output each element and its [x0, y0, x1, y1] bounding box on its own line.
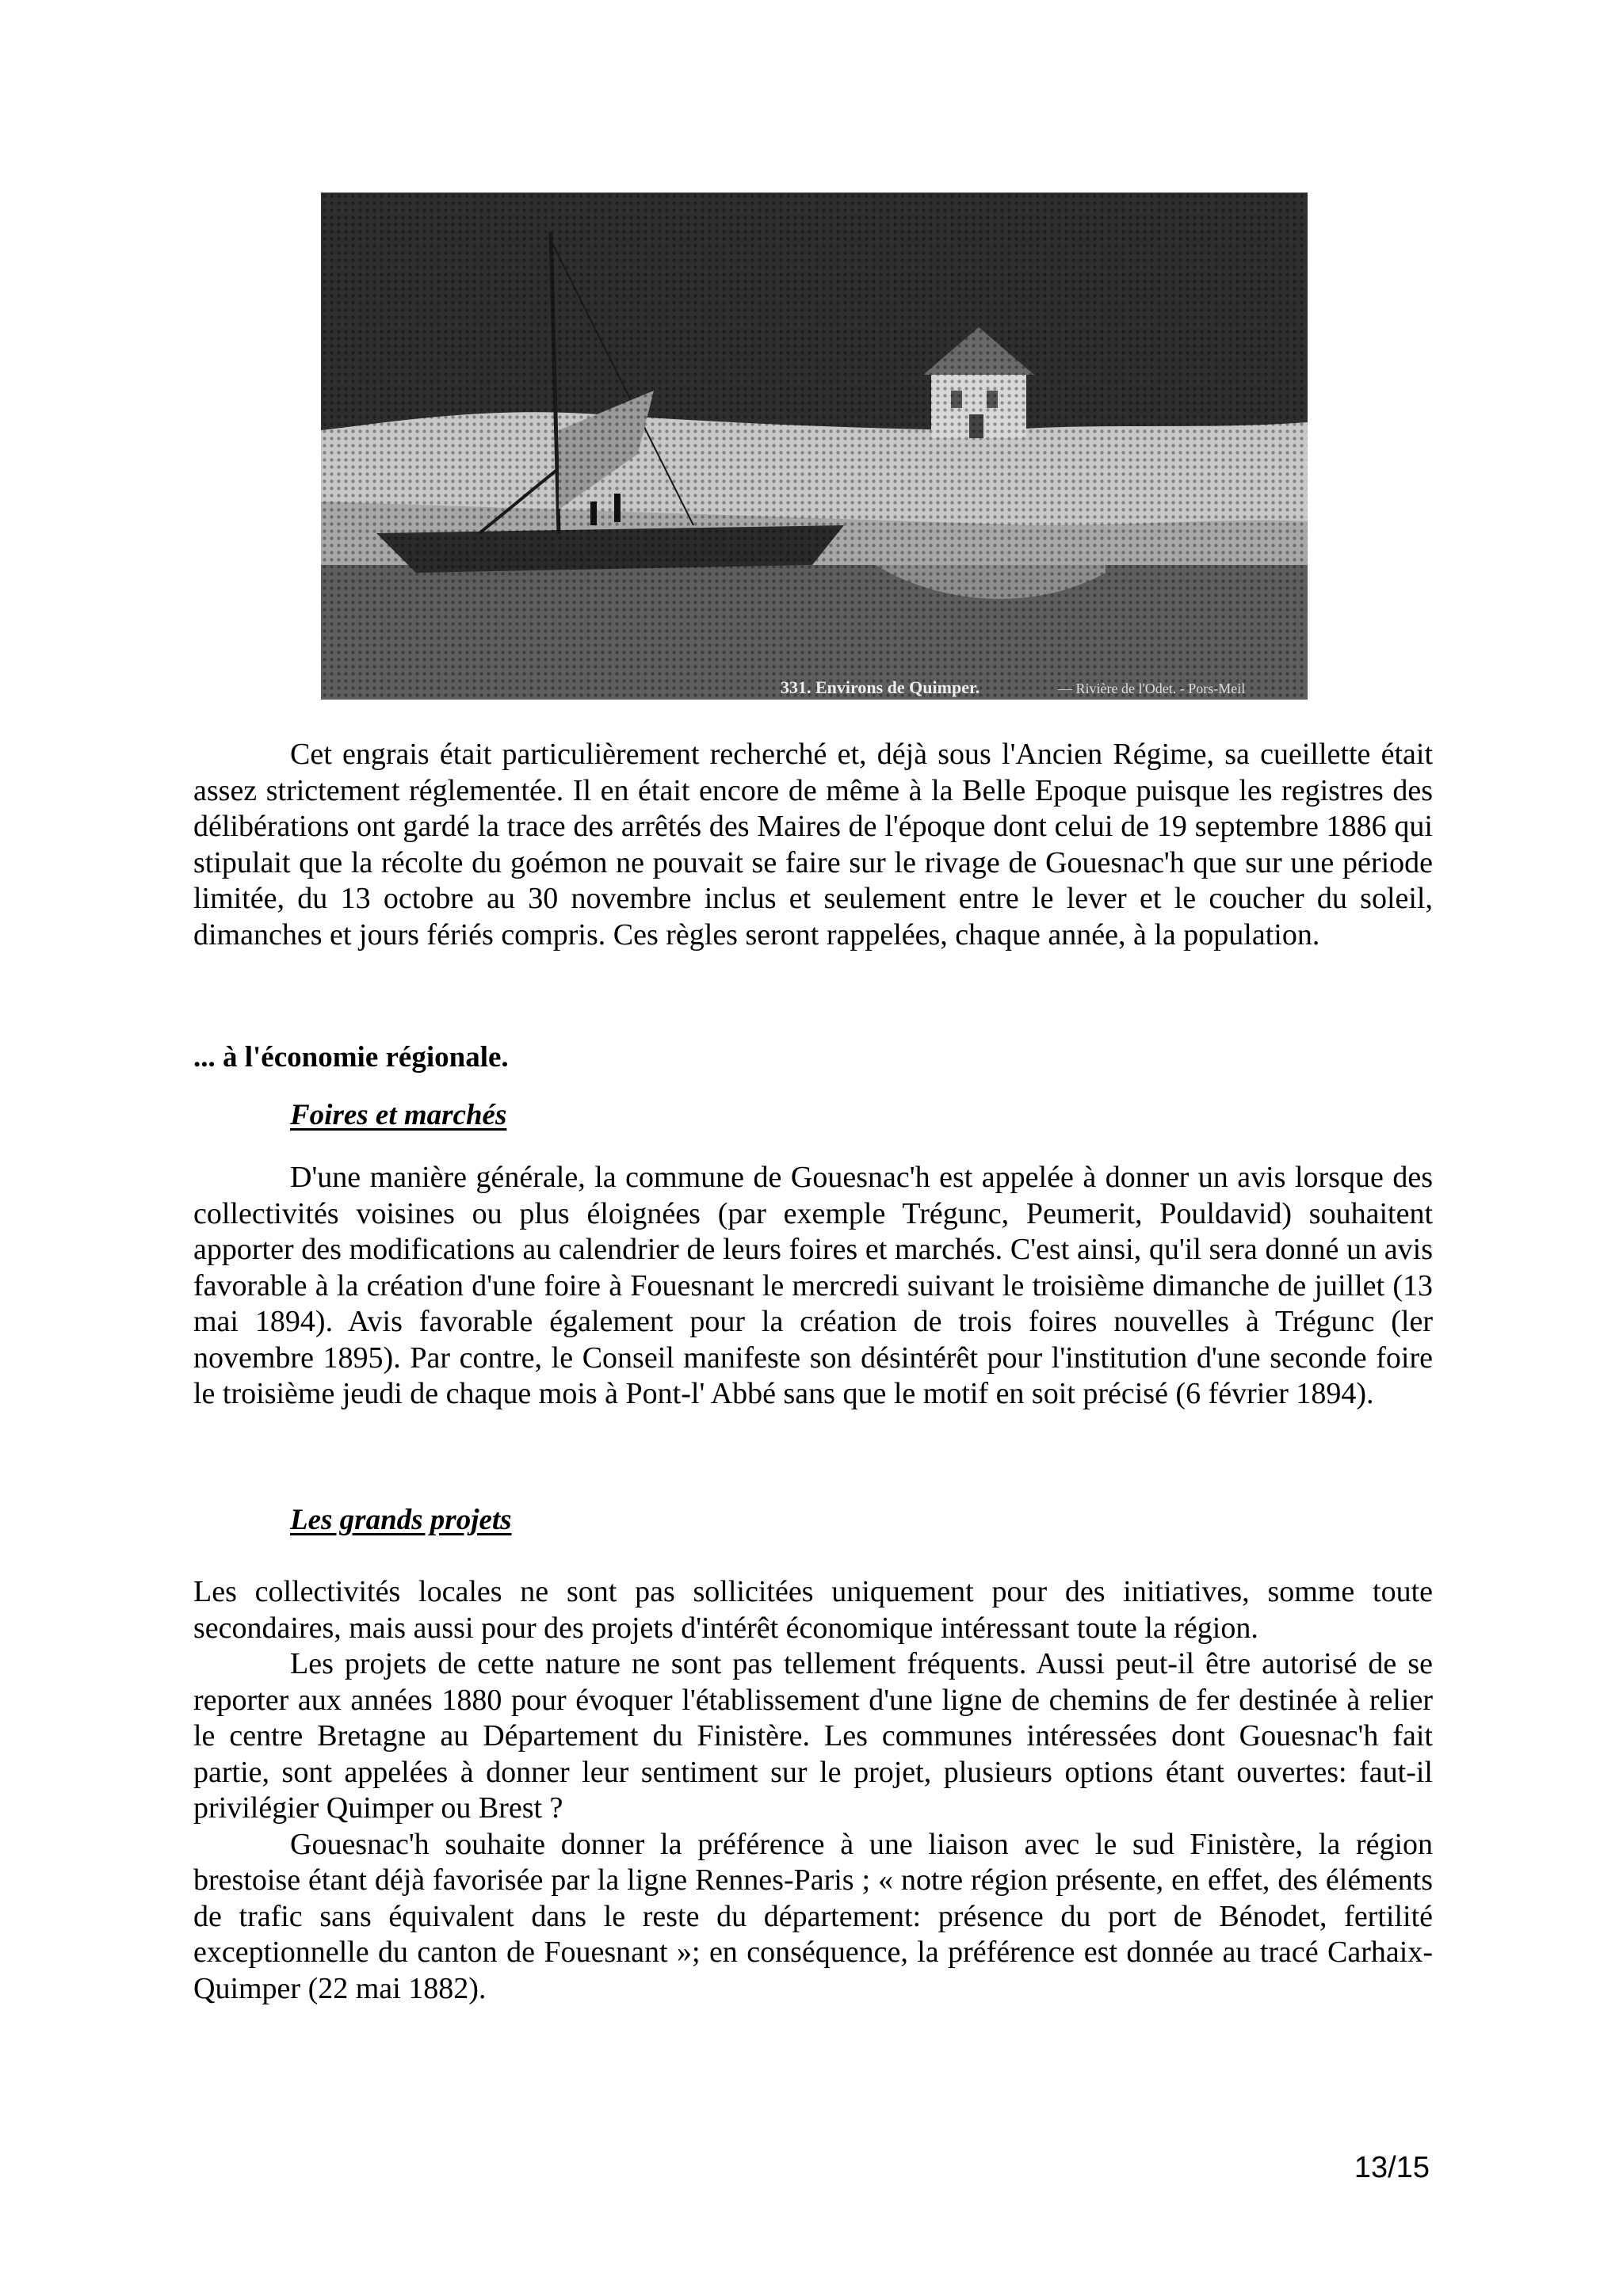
paragraph-foires	[193, 1160, 1433, 1413]
section-heading: ... à l'économie régionale.	[193, 1041, 509, 1074]
paragraph-5: Gouesnac'h souhaite donner la préférence à une liaison avec le sud Finistère, la région brestoise étant déjà favorisée par la ligne Rennes-Paris ; « notre région présente, en effet, des éléments de trafic sans équivalent dans le reste du département: présence du port de Bénodet, fertilité exceptionnelle du canton de Fouesnant »; en conséquence, la préférence est donnée au tracé Carhaix-Quimper (22 mai 1882).	[193, 1827, 1433, 2005]
paragraph-4: Les projets de cette nature ne sont pas tellement fréquents. Aussi peut-il être autorisé de se reporter aux années 1880 pour évoquer l'établissement d'une ligne de chemins de fer destinée à relier le centre Bretagne au Département du Finistère. Les communes intéressées dont Gouesnac'h fait partie, sont appelées à donner leur sentiment sur le projet, plusieurs options étant ouvertes: faut-il privilégier Quimper ou Brest ?	[193, 1647, 1433, 1825]
paragraph-group-projets	[193, 1574, 1433, 2007]
riverside-scene-image	[321, 193, 1308, 700]
page-number: 13/15	[1354, 2151, 1430, 2184]
subheading-projets: Les grands projets	[290, 1504, 512, 1536]
paragraph-goemon-rules	[193, 737, 1433, 953]
paragraph-3: Les collectivités locales ne sont pas sollicitées uniquement pour des initiatives, somme toute secondaires, mais aussi pour des projets d'intérêt économique intéressant toute la région.	[193, 1575, 1433, 1645]
photo-caption-left: 331. Environs de Quimper.	[781, 677, 980, 697]
paragraph-1: Cet engrais était particulièrement recherché et, déjà sous l'Ancien Régime, sa cueillette était assez strictement réglementée. Il en était encore de même à la Belle Epoque puisque les registres des délibérations ont gardé la trace des arrêtés des Maires de l'époque dont celui de 19 septembre 1886 qui stipulait que la récolte du goémon ne pouvait se faire sur le rivage de Gouesnac'h que sur une période limitée, du 13 octobre au 30 novembre inclus et seulement entre le lever et le coucher du soleil, dimanches et jours fériés compris. Ces règles seront rappelées, chaque année, à la population.	[193, 738, 1433, 952]
photo-caption-right: — Rivière de l'Odet. - Pors-Meil	[1058, 681, 1246, 696]
paragraph-2: D'une manière générale, la commune de Gouesnac'h est appelée à donner un avis lorsque des collectivités voisines ou plus éloignées (par exemple Trégunc, Peumerit, Pouldavid) souhaitent apporter des modifications au calendrier de leurs foires et marchés. C'est ainsi, qu'il sera donné un avis favorable à la création d'une foire à Fouesnant le mercredi suivant le troisième dimanche de juillet (13 mai 1894). Avis favorable également pour la création de trois foires nouvelles à Trégunc (ler novembre 1895). Par contre, le Conseil manifeste son désintérêt pour l'institution d'une seconde foire le troisième jeudi de chaque mois à Pont-l' Abbé sans que le motif en soit précisé (6 février 1894).	[193, 1161, 1433, 1410]
postcard-photo	[321, 193, 1308, 700]
subheading-foires: Foires et marchés	[290, 1099, 507, 1131]
